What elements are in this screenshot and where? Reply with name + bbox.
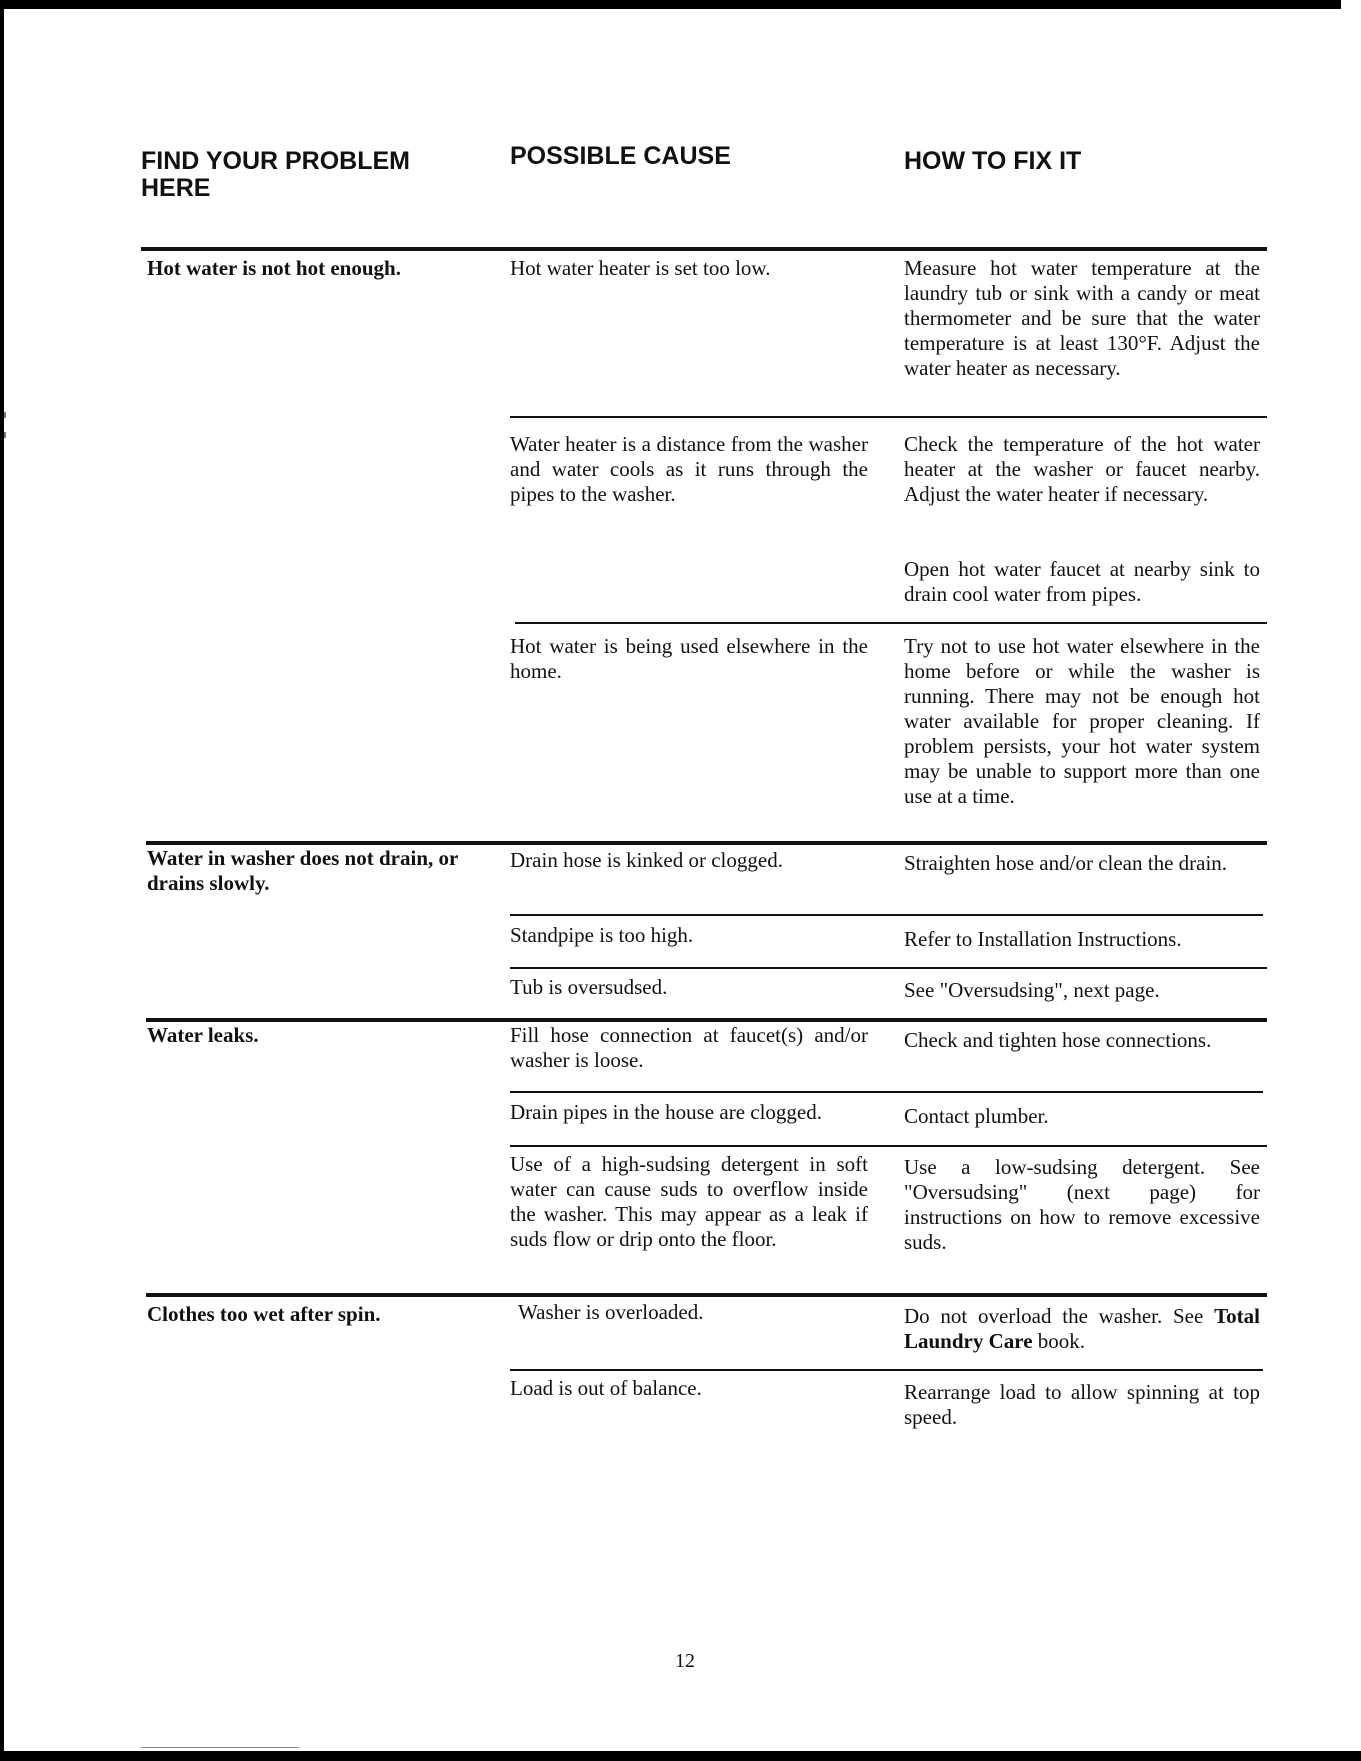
row-divider <box>510 1145 1267 1147</box>
row-divider <box>510 416 1267 418</box>
fix-text: See "Oversudsing", next page. <box>904 978 1160 1002</box>
scan-border-left <box>0 0 4 1761</box>
scan-underline-mark <box>141 1747 299 1748</box>
fix-text: Check and tighten hose connections. <box>904 1028 1212 1052</box>
fix-text: Check the temperature of the hot water heater at the washer or faucet nearby. Adjust the water heater if necessary. <box>904 432 1260 506</box>
cause-text: Load is out of balance. <box>510 1376 702 1400</box>
row-divider <box>510 914 1263 916</box>
problem-label: Water in washer does not drain, or drains slowly. <box>147 846 458 895</box>
fix-text-rich <box>904 1304 1260 1354</box>
row-divider <box>510 967 1267 969</box>
book-title: Total Laundry Care <box>904 1304 1260 1353</box>
cause-text: Standpipe is too high. <box>510 923 694 947</box>
fix-text-pre: Do not overload the washer. See <box>904 1304 1204 1328</box>
scan-tick-mark <box>4 412 6 418</box>
fix-text: Measure hot water temperature at the laundry tub or sink with a candy or meat thermometer and be sure that the water temperature is at least 130°F. Adjust the water heater as necessary. <box>904 256 1260 380</box>
section-divider <box>141 247 1267 251</box>
section-divider <box>146 1293 1267 1297</box>
fix-text: Rearrange load to allow spinning at top speed. <box>904 1380 1260 1429</box>
row-divider <box>510 1091 1263 1093</box>
problem-label: Clothes too wet after spin. <box>147 1302 381 1326</box>
row-divider <box>510 1369 1263 1371</box>
cause-text: Drain pipes in the house are clogged. <box>510 1100 822 1124</box>
scan-tick-mark <box>4 432 6 438</box>
section-divider <box>146 841 1267 845</box>
cause-text: Washer is overloaded. <box>518 1300 704 1324</box>
fix-text: Use a low-sudsing detergent. See "Oversudsing" (next page) for instructions on how to remove excessive suds. <box>904 1155 1260 1254</box>
fix-text-post: book. <box>1037 1329 1086 1353</box>
cause-text: Drain hose is kinked or clogged. <box>510 848 783 872</box>
section-divider <box>146 1018 1267 1022</box>
cause-text: Hot water is being used elsewhere in the home. <box>510 634 868 683</box>
cause-text: Fill hose connection at faucet(s) and/or washer is loose. <box>510 1023 868 1072</box>
cause-text: Use of a high-sudsing detergent in soft water can cause suds to overflow inside the washer. This may appear as a leak if suds flow or drip onto the floor. <box>510 1152 868 1251</box>
fix-text: Open hot water faucet at nearby sink to drain cool water from pipes. <box>904 557 1260 606</box>
problem-label: Hot water is not hot enough. <box>147 256 401 280</box>
scan-border-bottom <box>0 1751 1361 1761</box>
row-divider <box>515 622 1267 624</box>
fix-text: Refer to Installation Instructions. <box>904 927 1182 951</box>
fix-text: Try not to use hot water elsewhere in the home before or while the washer is running. There may not be enough hot water available for proper cleaning. If problem persists, your hot water system may be unable to support more than one use at a time. <box>904 634 1260 808</box>
header-how-to-fix: HOW TO FIX IT <box>904 147 1082 175</box>
fix-text: Straighten hose and/or clean the drain. <box>904 851 1228 875</box>
fix-text: Contact plumber. <box>904 1104 1049 1128</box>
header-possible-cause: POSSIBLE CAUSE <box>510 142 731 170</box>
header-find-problem: FIND YOUR PROBLEM HERE <box>141 147 410 202</box>
scan-border-top <box>0 0 1341 9</box>
cause-text: Tub is oversudsed. <box>510 975 668 999</box>
problem-label: Water leaks. <box>147 1023 259 1047</box>
cause-text: Water heater is a distance from the washer and water cools as it runs through the pipes to the washer. <box>510 432 868 506</box>
cause-text: Hot water heater is set too low. <box>510 256 771 280</box>
page-number: 12 <box>675 1650 695 1672</box>
